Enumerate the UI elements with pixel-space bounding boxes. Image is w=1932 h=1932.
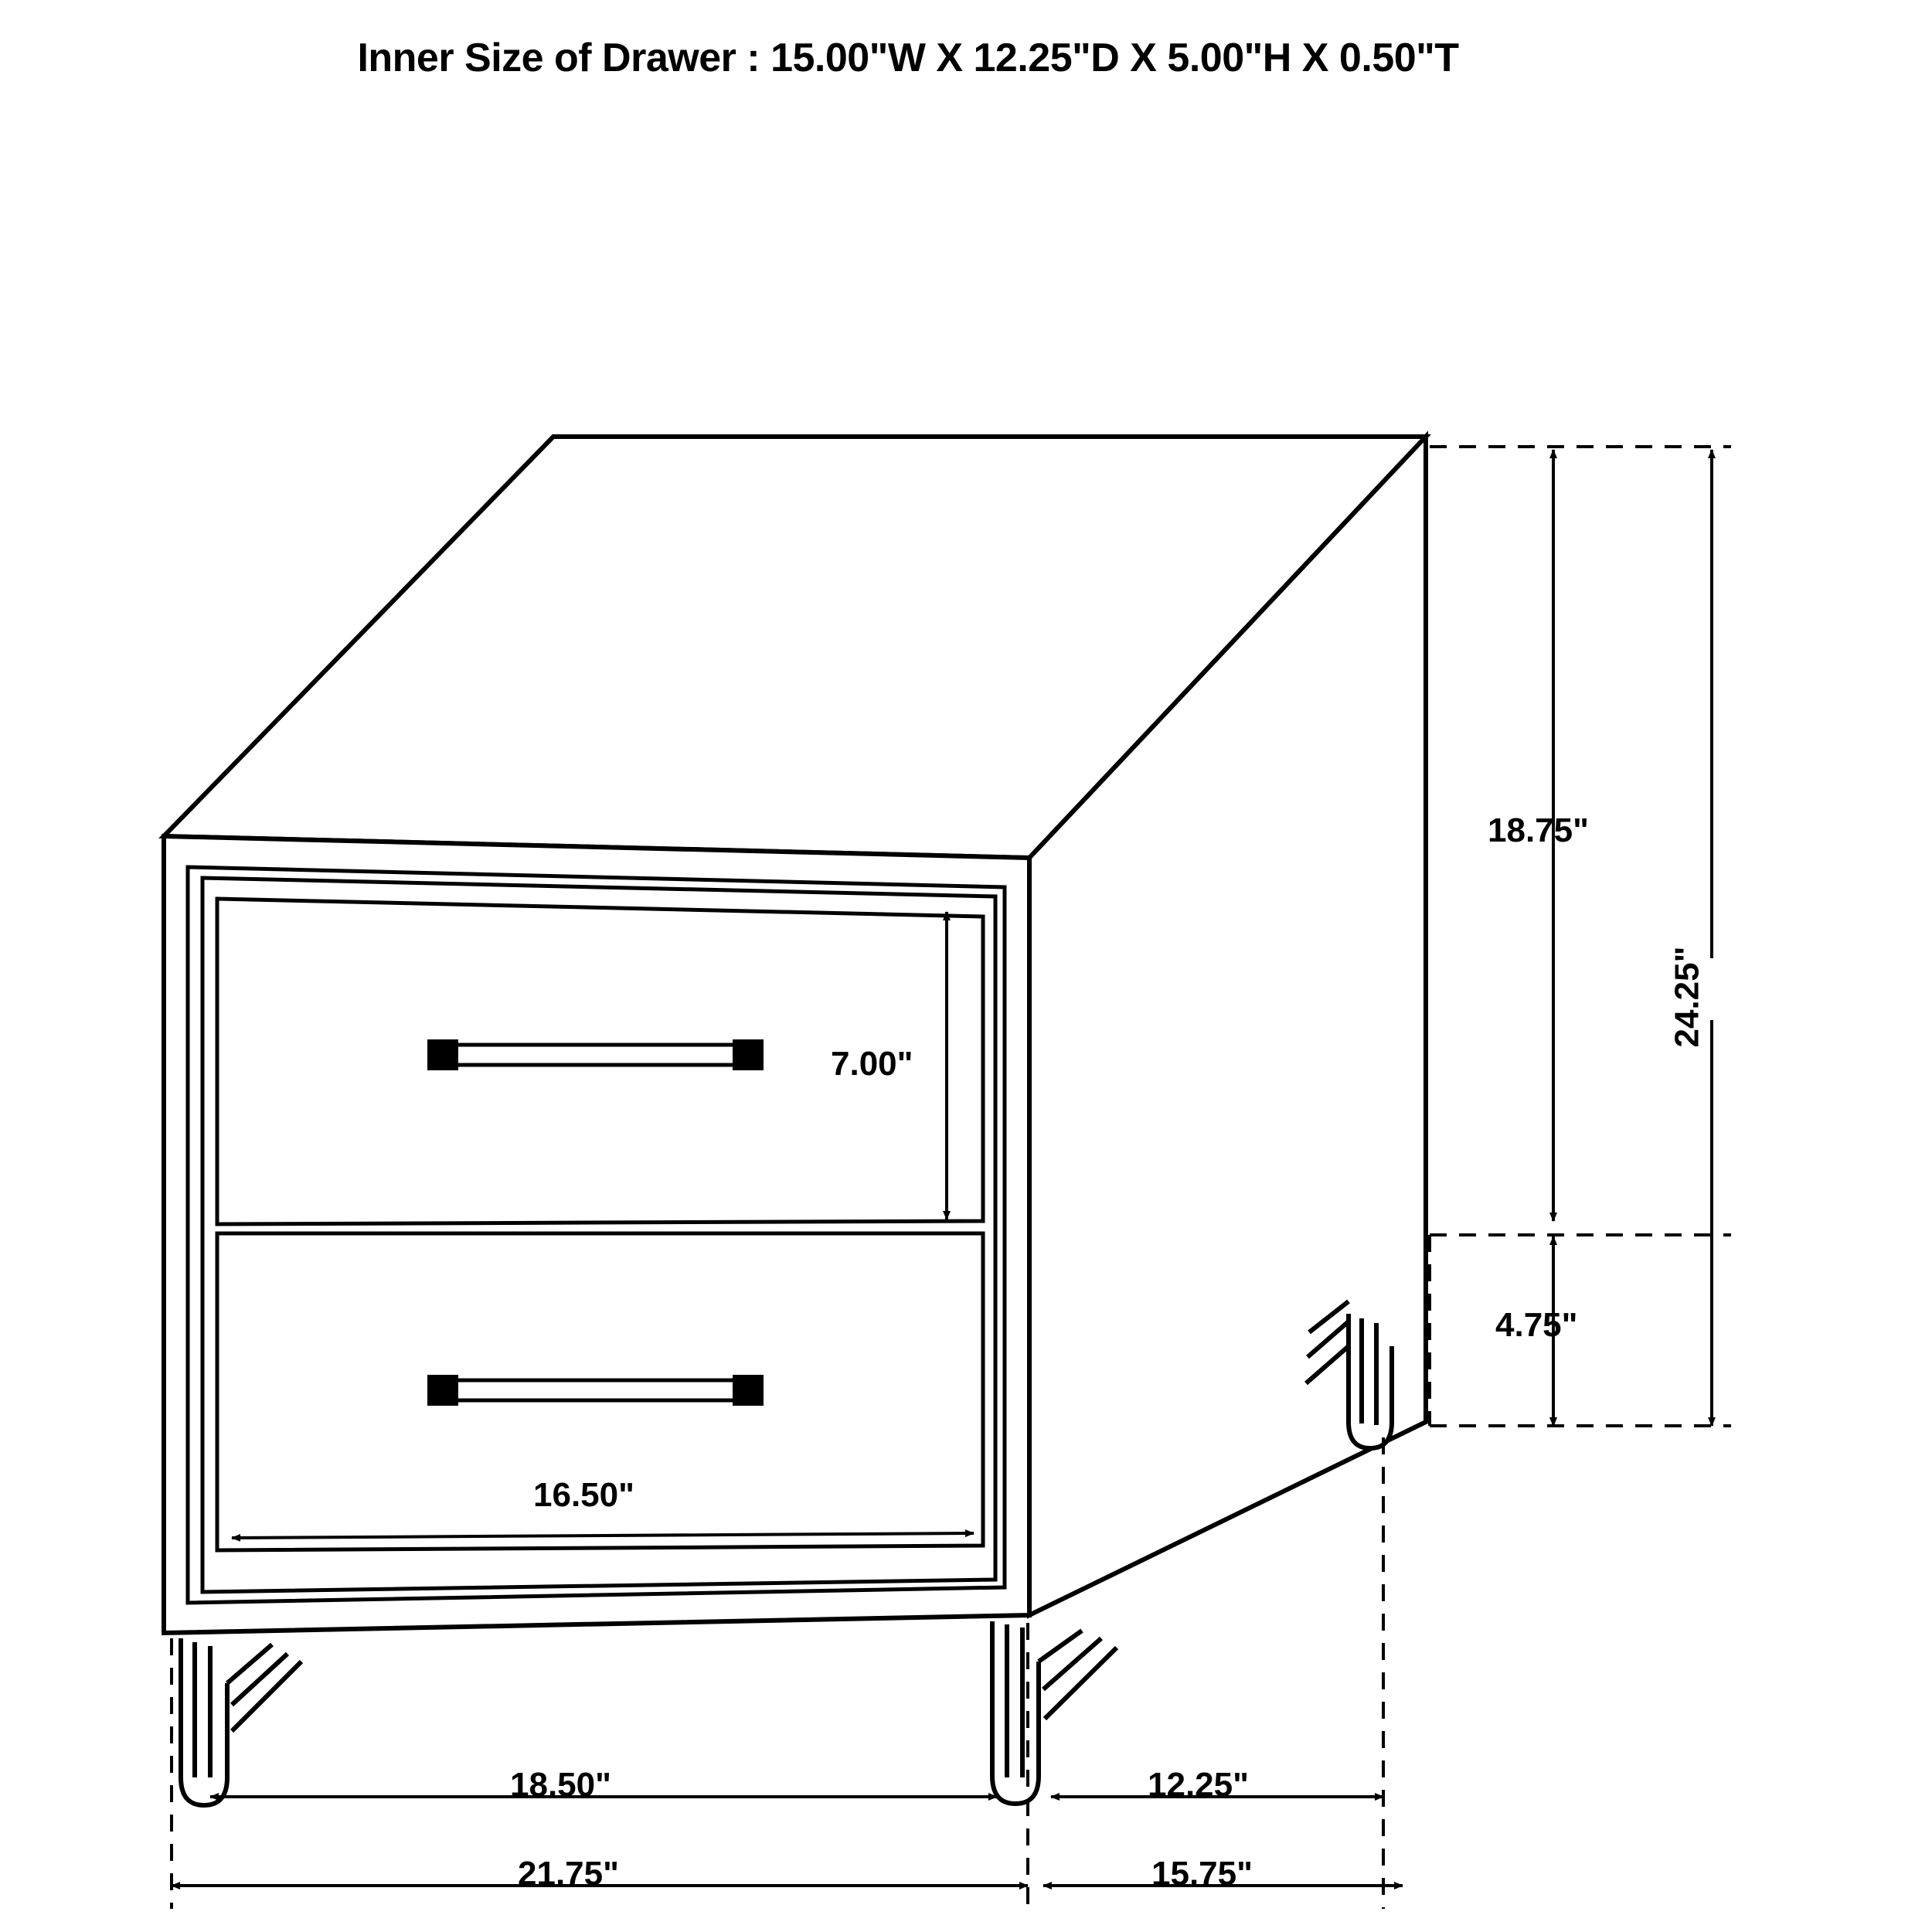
dim-body-height: 18.75" [1488, 811, 1589, 849]
dim-front-width: 16.50" [533, 1476, 634, 1514]
dim-side-depth-inner: 12.25" [1148, 1766, 1249, 1804]
dim-overall-depth: 15.75" [1151, 1855, 1253, 1893]
lower-drawer-handle [427, 1375, 764, 1406]
dim-base-width: 18.50" [510, 1766, 611, 1804]
dim-drawer-height: 7.00" [831, 1045, 913, 1083]
dim-leg-height: 4.75" [1495, 1306, 1578, 1344]
page-title: Inner Size of Drawer : 15.00"W X 12.25"D X 5.00"H X 0.50"T [357, 36, 1459, 80]
dim-overall-width: 21.75" [518, 1855, 619, 1893]
dim-overall-height: 24.25" [1668, 946, 1706, 1048]
upper-drawer-handle [427, 1039, 764, 1070]
